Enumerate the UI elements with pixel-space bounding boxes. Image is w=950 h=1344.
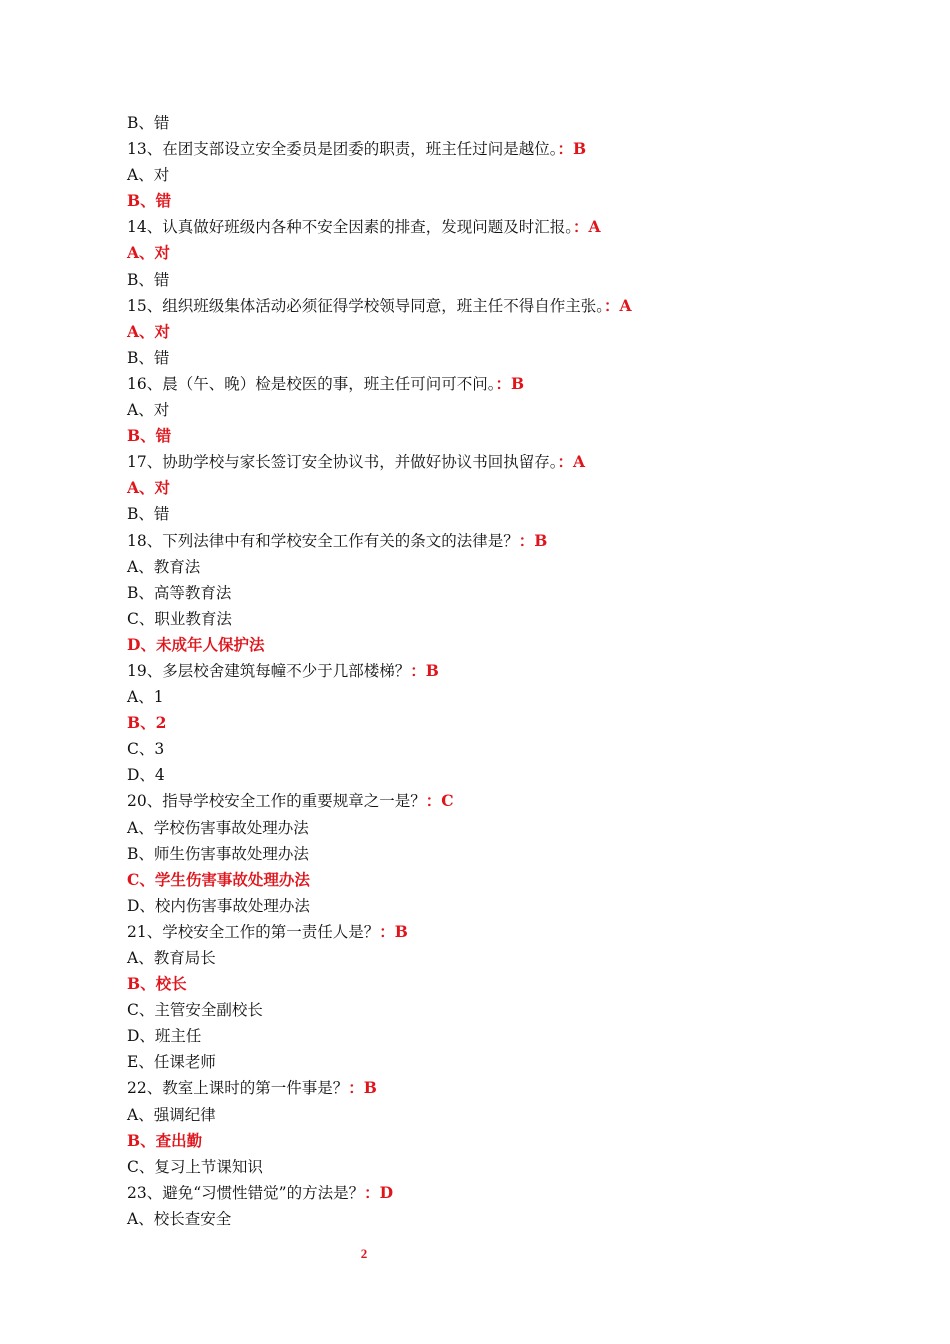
option-line [127, 762, 847, 788]
option-text: B、2 [127, 713, 167, 733]
question-text: 14、认真做好班级内各种不安全因素的排查，发现问题及时汇报。 [127, 218, 573, 237]
question-line [127, 1075, 847, 1101]
option-text: B、错 [127, 348, 170, 367]
option-text: A、学校伤害事故处理办法 [127, 818, 309, 837]
answer-key: ：A [557, 452, 586, 472]
option-text: D、校内伤害事故处理办法 [127, 896, 310, 915]
option-line [127, 1102, 847, 1128]
correct-option-line [127, 632, 847, 658]
question-text: 15、组织班级集体活动必须征得学校领导同意，班主任不得自作主张。 [127, 296, 604, 315]
question-text: 19、多层校舍建筑每幢不少于几部楼梯？ [127, 661, 411, 680]
option-text: A、对 [127, 401, 170, 420]
option-line [127, 893, 847, 919]
option-line [127, 997, 847, 1023]
correct-option-line [127, 423, 847, 449]
option-text: B、查出勤 [127, 1130, 203, 1150]
question-line [127, 658, 847, 684]
option-line [127, 606, 847, 632]
option-line [127, 554, 847, 580]
answer-key: ：B [379, 921, 408, 941]
option-text: A、教育法 [127, 557, 201, 576]
option-line [127, 1023, 847, 1049]
option-line [127, 736, 847, 762]
option-text: A、对 [127, 478, 171, 498]
question-text: 23、避免“习惯性错觉”的方法是？ [127, 1183, 365, 1202]
option-text: A、1 [127, 688, 164, 707]
option-text: B、错 [127, 270, 170, 289]
option-text: D、4 [127, 766, 165, 785]
question-text: 18、下列法律中有和学校安全工作有关的条文的法律是？ [127, 531, 519, 550]
answer-key: ：A [572, 217, 601, 237]
option-text: C、主管安全副校长 [127, 1001, 263, 1020]
page-number: 2 [360, 1246, 368, 1261]
answer-key: ：D [364, 1182, 394, 1202]
option-line [127, 162, 847, 188]
option-text: B、错 [127, 191, 172, 211]
option-line [127, 110, 847, 136]
correct-option-line [127, 188, 847, 214]
option-text: A、对 [127, 321, 171, 341]
option-line [127, 501, 847, 527]
answer-key: ：A [603, 295, 632, 315]
option-text: B、校长 [127, 974, 187, 994]
option-line [127, 397, 847, 423]
correct-option-line [127, 1128, 847, 1154]
correct-option-line [127, 475, 847, 501]
option-text: B、错 [127, 114, 170, 132]
question-text: 16、晨（午、晚）检是校医的事，班主任可问可不问。 [127, 374, 496, 393]
correct-option-line [127, 710, 847, 736]
question-line [127, 371, 847, 397]
option-line [127, 580, 847, 606]
question-line [127, 919, 847, 945]
question-text: 13、在团支部设立安全委员是团委的职责，班主任过问是越位。 [127, 140, 558, 159]
answer-key: ：B [348, 1078, 377, 1098]
correct-option-line [127, 240, 847, 266]
question-line [127, 788, 847, 814]
option-text: E、任课老师 [127, 1053, 216, 1072]
question-line [127, 1180, 847, 1206]
option-text: A、对 [127, 243, 171, 263]
question-line [127, 293, 847, 319]
question-text: 20、指导学校安全工作的重要规章之一是？ [127, 792, 426, 811]
question-text: 17、协助学校与家长签订安全协议书，并做好协议书回执留存。 [127, 453, 558, 472]
option-text: A、校长查安全 [127, 1209, 232, 1228]
option-line [127, 815, 847, 841]
option-line [127, 1049, 847, 1075]
question-line [127, 449, 847, 475]
question-line [127, 136, 847, 162]
answer-key: ：B [557, 139, 587, 159]
option-text: C、学生伤害事故处理办法 [127, 869, 310, 889]
option-text: C、职业教育法 [127, 609, 232, 628]
correct-option-line [127, 971, 847, 997]
question-text: 21、学校安全工作的第一责任人是？ [127, 922, 380, 941]
question-line [127, 214, 847, 240]
option-line [127, 1206, 847, 1232]
answer-key: ：B [495, 373, 525, 393]
option-line [127, 1154, 847, 1180]
answer-key: ：C [425, 791, 454, 811]
option-text: C、3 [127, 740, 165, 759]
option-line [127, 841, 847, 867]
option-text: A、强调纪律 [127, 1105, 216, 1124]
option-text: B、错 [127, 426, 172, 446]
correct-option-line [127, 867, 847, 893]
option-line [127, 945, 847, 971]
option-text: B、错 [127, 505, 170, 524]
question-text: 22、教室上课时的第一件事是？ [127, 1079, 349, 1098]
option-line [127, 684, 847, 710]
option-text: A、对 [127, 166, 170, 185]
answer-key: ：B [518, 530, 548, 550]
option-text: A、教育局长 [127, 949, 216, 967]
option-text: D、班主任 [127, 1027, 202, 1046]
answer-key: ：B [410, 660, 439, 680]
correct-option-line [127, 319, 847, 345]
option-line [127, 345, 847, 371]
option-text: D、未成年人保护法 [127, 634, 265, 654]
document-body [127, 110, 847, 1232]
question-line [127, 528, 847, 554]
option-text: B、高等教育法 [127, 583, 232, 602]
option-line [127, 267, 847, 293]
option-text: C、复习上节课知识 [127, 1157, 263, 1176]
option-text: B、师生伤害事故处理办法 [127, 844, 309, 863]
